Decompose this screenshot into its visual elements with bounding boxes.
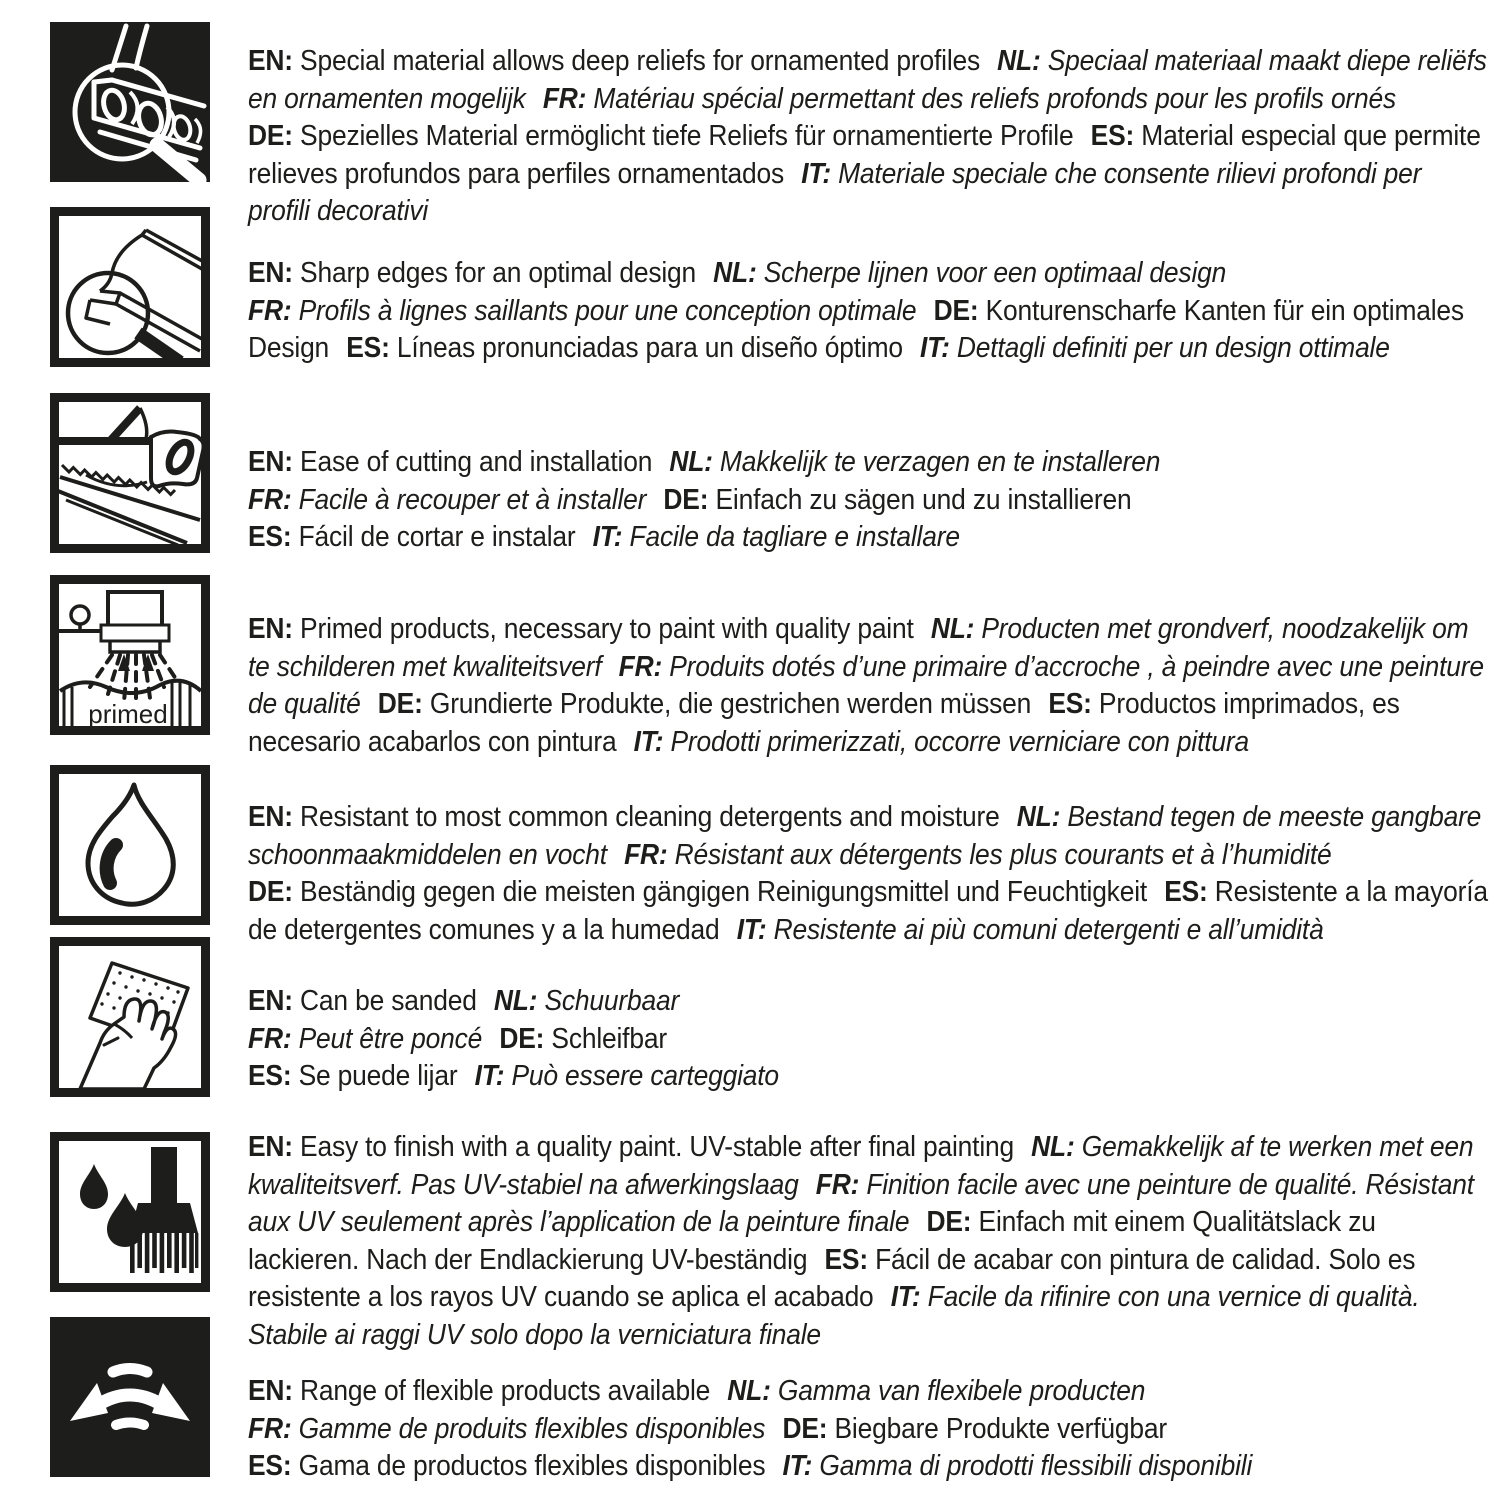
language-label: EN:: [248, 1131, 293, 1163]
feature-text-nl: NL: Bestand tegen de meeste gangbare schoonmaakmiddelen en vocht: [248, 801, 1482, 871]
language-label: EN:: [248, 446, 293, 478]
language-label: DE:: [926, 1206, 972, 1239]
language-label: IT:: [890, 1281, 921, 1314]
language-label: ES:: [346, 332, 390, 365]
feature-text-fr: FR: Matériau spécial permettant des reliefs profonds pour les profils ornés: [542, 82, 1397, 115]
language-label: EN:: [248, 613, 293, 645]
feature-text: [248, 611, 1490, 761]
saw-cutting-icon: [50, 393, 210, 553]
language-label: NL:: [713, 257, 757, 289]
language-label: DE:: [248, 120, 293, 153]
language-label: ES:: [1048, 688, 1092, 721]
feature-text-it: IT: Dettagli definiti per un design ottimale: [920, 332, 1390, 365]
language-label: NL:: [1031, 1131, 1075, 1163]
feature-text-es: ES: Material especial que permite relieves profundos para perfiles ornamentados: [248, 120, 1481, 190]
primed-label: primed: [88, 699, 168, 729]
feature-text-es: ES: Líneas pronunciadas para un diseño óptimo: [346, 332, 903, 365]
language-label: FR:: [624, 838, 668, 871]
feature-text-nl: NL: Schuurbaar: [493, 985, 680, 1017]
feature-text-en: EN: Range of flexible products available: [248, 1375, 711, 1407]
feature-text-es: ES: Gama de productos flexibles disponibles: [248, 1450, 766, 1483]
language-label: ES:: [248, 521, 292, 554]
feature-text-es: ES: Resistente a la mayoría de detergentes comunes y a la humedad: [248, 876, 1488, 946]
language-label: IT:: [633, 725, 664, 758]
language-label: DE:: [933, 294, 979, 327]
language-label: NL:: [930, 613, 975, 645]
feature-text-es: ES: Se puede lijar: [248, 1060, 458, 1093]
feature-text-it: IT: Prodotti primerizzati, occorre verniciare con pittura: [633, 725, 1249, 758]
feature-text: [248, 43, 1490, 231]
feature-text-de: DE: Einfach mit einem Qualitätslack zu lackieren. Nach der Endlackierung UV-beständig: [248, 1206, 1376, 1276]
feature-text-it: IT: Facile da tagliare e installare: [592, 521, 960, 554]
feature-text-nl: NL: Speciaal materiaal maakt diepe reliëfs en ornamenten mogelijk: [248, 45, 1487, 115]
feature-text-en: EN: Easy to finish with a quality paint. UV-stable after final painting: [248, 1131, 1014, 1163]
feature-text-de: DE: Spezielles Material ermöglicht tiefe Reliefs für ornamentierte Profile: [248, 120, 1074, 153]
language-label: NL:: [669, 446, 713, 478]
flexible-arrow-icon: [50, 1317, 210, 1477]
language-label: ES:: [824, 1243, 868, 1276]
feature-text-fr: FR: Finition facile avec une peinture de qualité. Résistant aux UV seulement après l’application de la peinture finale: [248, 1168, 1474, 1239]
language-label: IT:: [801, 157, 831, 190]
feature-text: [248, 799, 1490, 949]
feature-text-it: IT: Facile da rifinire con una vernice di qualità. Stabile ai raggi UV solo dopo la verniciatura finale: [248, 1281, 1420, 1351]
language-label: ES:: [248, 1450, 292, 1483]
feature-text: [248, 983, 1490, 1096]
paint-brush-drops-icon: [50, 1132, 210, 1292]
language-label: FR:: [248, 294, 292, 327]
water-drop-icon: [50, 765, 210, 925]
language-label: FR:: [248, 483, 292, 516]
language-label: ES:: [248, 1060, 292, 1093]
language-label: ES:: [1090, 120, 1135, 153]
language-label: DE:: [782, 1412, 828, 1445]
feature-text-it: IT: Gamma di prodotti flessibili disponibili: [782, 1450, 1253, 1483]
feature-text-nl: NL: Gemakkelijk af te werken met een kwaliteitsverf. Pas UV-stabiel na afwerkingslaag: [248, 1131, 1474, 1201]
feature-text-it: IT: Resistente ai più comuni detergenti e all’umidità: [736, 913, 1324, 946]
feature-text: [248, 1373, 1490, 1486]
language-label: EN:: [248, 801, 293, 833]
feature-text-nl: NL: Gamma van flexibele producten: [727, 1375, 1146, 1407]
feature-text-fr: FR: Résistant aux détergents les plus courants et à l’humidité: [624, 838, 1332, 871]
feature-text-fr: FR: Profils à lignes saillants pour une conception optimale: [248, 294, 917, 327]
feature-text-es: ES: Productos imprimados, es necesario acabarlos con pintura: [248, 688, 1400, 758]
language-label: DE:: [377, 688, 423, 721]
language-label: FR:: [618, 650, 663, 683]
language-label: EN:: [248, 45, 293, 77]
feature-text-en: EN: Sharp edges for an optimal design: [248, 257, 697, 289]
language-label: EN:: [248, 1375, 293, 1407]
language-label: IT:: [736, 913, 767, 946]
feature-text-en: EN: Resistant to most common cleaning detergents and moisture: [248, 801, 1000, 833]
language-label: DE:: [499, 1022, 545, 1055]
language-label: IT:: [592, 521, 623, 554]
language-label: NL:: [493, 985, 538, 1017]
language-label: IT:: [474, 1060, 505, 1093]
language-label: NL:: [727, 1375, 771, 1407]
feature-text-de: DE: Konturenscharfe Kanten für ein optimales Design: [248, 294, 1464, 365]
language-label: FR:: [248, 1412, 292, 1445]
language-label: EN:: [248, 257, 293, 289]
feature-text-en: EN: Primed products, necessary to paint with quality paint: [248, 613, 914, 645]
feature-text-nl: NL: Producten met grondverf, noodzakelijk om te schilderen met kwaliteitsverf: [248, 613, 1469, 683]
feature-text-de: DE: Grundierte Produkte, die gestrichen werden müssen: [377, 688, 1032, 721]
feature-text-en: EN: Ease of cutting and installation: [248, 446, 653, 478]
feature-text-de: DE: Schleifbar: [499, 1022, 667, 1055]
feature-text-en: EN: Can be sanded: [248, 985, 477, 1017]
language-label: DE:: [663, 483, 709, 516]
language-label: ES:: [1164, 876, 1208, 909]
feature-text-fr: FR: Produits dotés d’une primaire d’accroche , à peindre avec une peinture de qualité: [248, 650, 1484, 721]
feature-text-de: DE: Beständig gegen die meisten gängigen Reinigungsmittel und Feuchtigkeit: [248, 876, 1148, 909]
ornamented-profile-magnifier-icon: [50, 22, 210, 182]
feature-text-es: ES: Fácil de acabar con pintura de calidad. Solo es resistente a los rayos UV cuando se aplica el acabado: [248, 1243, 1416, 1314]
feature-text-en: EN: Special material allows deep reliefs for ornamented profiles: [248, 45, 981, 77]
sanding-hand-icon: [50, 937, 210, 1097]
feature-text: [248, 444, 1490, 557]
language-label: NL:: [1016, 801, 1061, 833]
feature-text-nl: NL: Scherpe lijnen voor een optimaal design: [713, 257, 1227, 289]
primer-spray-icon: [50, 575, 210, 735]
feature-text-fr: FR: Gamme de produits flexibles disponibles: [248, 1412, 766, 1445]
language-label: FR:: [815, 1168, 860, 1201]
language-label: DE:: [248, 876, 293, 909]
language-label: IT:: [782, 1450, 813, 1483]
feature-text-es: ES: Fácil de cortar e instalar: [248, 521, 576, 554]
feature-text-de: DE: Biegbare Produkte verfügbar: [782, 1412, 1168, 1445]
feature-text-fr: FR: Peut être poncé: [248, 1022, 483, 1055]
language-label: FR:: [542, 82, 587, 115]
feature-text-it: IT: Materiale speciale che consente rilievi profondi per profili decorativi: [248, 157, 1422, 228]
feature-text: [248, 255, 1490, 368]
language-label: NL:: [997, 45, 1041, 77]
feature-text-fr: FR: Facile à recouper et à installer: [248, 483, 647, 516]
language-label: EN:: [248, 985, 293, 1017]
feature-text: [248, 1129, 1490, 1355]
feature-text-nl: NL: Makkelijk te verzagen en te installeren: [669, 446, 1161, 478]
language-label: IT:: [920, 332, 950, 365]
feature-text-de: DE: Einfach zu sägen und zu installieren: [663, 483, 1132, 516]
language-label: FR:: [248, 1022, 292, 1055]
sharp-edge-magnifier-icon: [50, 207, 210, 367]
feature-text-it: IT: Può essere carteggiato: [474, 1060, 779, 1093]
